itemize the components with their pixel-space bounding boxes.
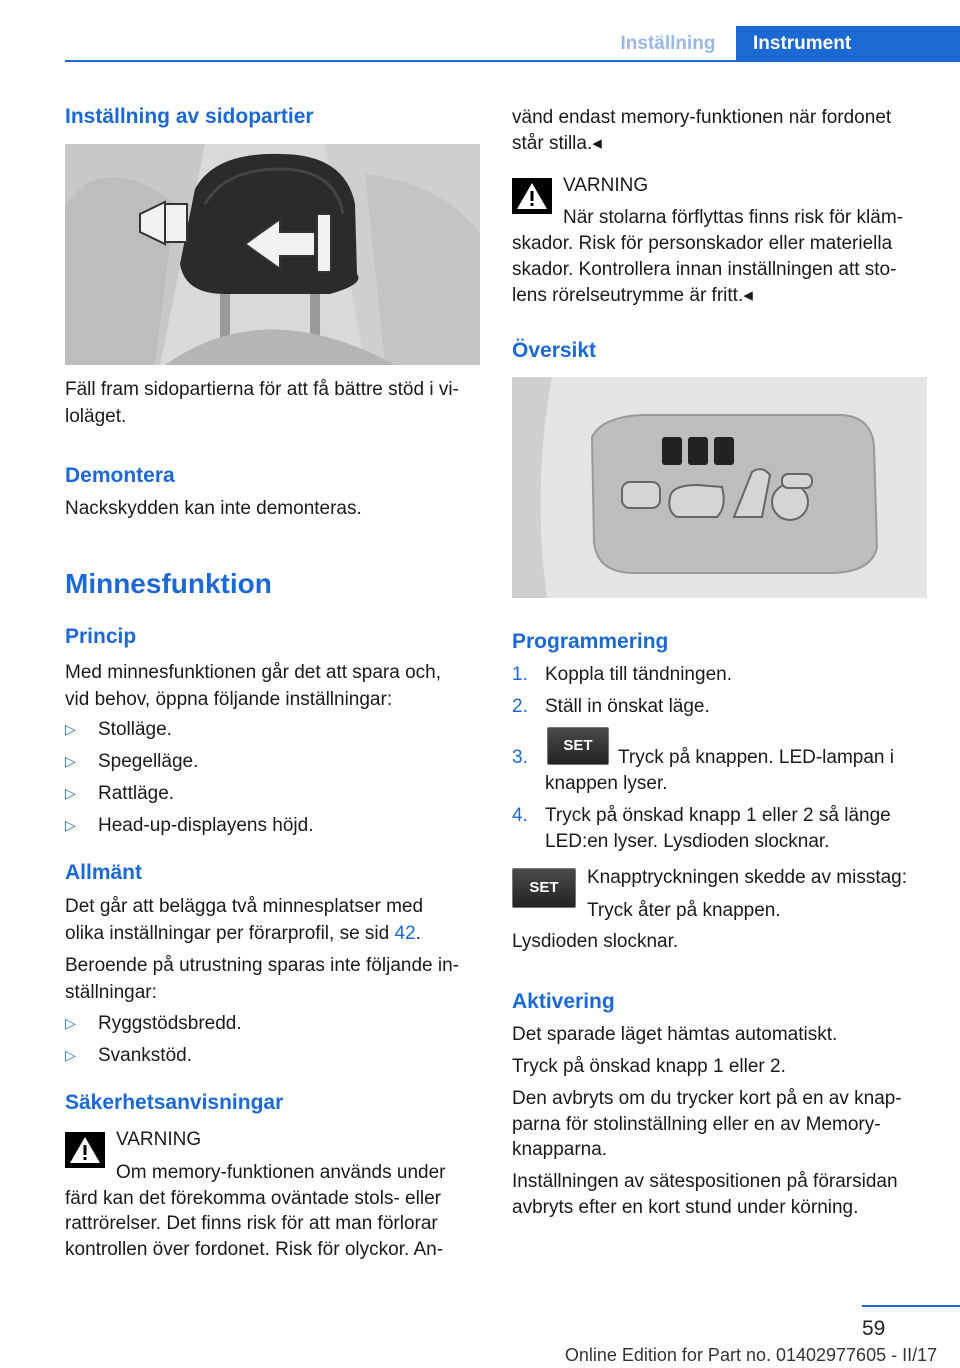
footer-rule [862,1305,960,1307]
warning-triangle-icon [512,178,552,214]
warning-line: skador. Kontrollera innan inställningen att sto‐ [512,259,897,280]
triangle-bullet-icon: ▷ [65,721,76,737]
step-4-text-2: LED:en lyser. Lysdioden slocknar. [545,831,830,852]
heading-sidopartier: Inställning av sidopartier [65,105,314,128]
heading-allmant: Allmänt [65,861,143,884]
para-aktivering-1: Det sparade läget hämtas automatiskt. [512,1024,838,1045]
para-sidopartier-1: Fäll fram sidopartierna för att få bättre stöd i vi‐ [65,379,459,400]
header-tab-installning[interactable]: Inställning [620,33,716,54]
set-button[interactable]: SET [547,727,609,765]
para-aktivering-2: Tryck på önskad knapp 1 eller 2. [512,1056,786,1077]
warning-line: skador. Risk för personskador eller materiella [512,233,893,254]
heading-sakerhetsanvisningar: Säkerhetsanvisningar [65,1091,284,1114]
note-line-1: Knapptryckningen skedde av misstag: [587,867,908,888]
para-aktivering-3c: knapparna. [512,1139,608,1160]
page-link-42[interactable]: 42 [394,923,416,944]
heading-demontera: Demontera [65,464,175,487]
step-3-text-2: knappen lyser. [545,773,668,794]
para-allmant-1: Det går att belägga två minnesplatser med [65,896,424,917]
seat-controls-image [512,377,927,598]
note-line-2: Tryck åter på knappen. [587,900,781,921]
warning-title: VARNING [563,175,649,196]
edition-line: Online Edition for Part no. 01402977605 - II/17 [564,1345,938,1365]
warning-line: lens rörelseutrymme är fritt.◂ [512,285,753,306]
para-beroende-2: ställningar: [65,982,157,1003]
triangle-bullet-icon: ▷ [65,817,76,833]
heading-minnesfunktion: Minnesfunktion [65,568,272,599]
heading-programmering: Programmering [512,630,669,653]
para-beroende-1: Beroende på utrustning sparas inte följande in‐ [65,955,459,976]
set-button-note[interactable]: SET [512,868,576,908]
triangle-bullet-icon: ▷ [65,753,76,769]
header-tab-instrument[interactable]: Instrument [736,26,960,62]
triangle-bullet-icon: ▷ [65,1047,76,1063]
warning-line: Om memory-funktionen används under [116,1162,446,1183]
warning-line: kontrollen över fordonet. Risk för olyckor. An‐ [65,1239,444,1260]
warning-line: När stolarna förflyttas finns risk för kläm‐ [563,207,903,228]
triangle-bullet-icon: ▷ [65,1015,76,1031]
headrest-illustration [65,144,480,365]
step-3-text-1: Tryck på knappen. LED-lampan i [618,747,894,768]
para-lysdioden: Lysdioden slocknar. [512,931,679,952]
header-rule [65,60,960,62]
warning-triangle-icon [65,1132,105,1168]
headrest-image [65,144,480,365]
para-continued-1: vänd endast memory-funktionen när fordonet [512,107,892,128]
warning-title: VARNING [116,1129,202,1150]
heading-princip: Princip [65,625,137,648]
warning-line: rattrörelser. Det finns risk för att man förlorar [65,1213,438,1234]
seat-controls-illustration [512,377,927,598]
page-number: 59 [862,1317,886,1340]
para-demontera: Nackskydden kan inte demonteras. [65,498,362,519]
para-aktivering-3a: Den avbryts om du trycker kort på en av knap‐ [512,1088,902,1109]
para-princip-1: Med minnesfunktionen går det att spara och, [65,662,442,683]
para-sidopartier-2: loläget. [65,406,127,427]
heading-aktivering: Aktivering [512,990,615,1013]
para-continued-2: står stilla.◂ [512,133,602,154]
para-princip-2: vid behov, öppna följande inställningar: [65,689,393,710]
triangle-bullet-icon: ▷ [65,785,76,801]
para-aktivering-3b: parna för stolinställning eller en av Memory- [512,1114,881,1135]
para-allmant-2: olika inställningar per förarprofil, se sid 42. [65,923,421,944]
para-aktivering-4b: avbryts efter en kort stund under körning. [512,1197,859,1218]
para-aktivering-4a: Inställningen av sätespositionen på förarsidan [512,1171,898,1192]
heading-oversikt: Översikt [512,339,597,362]
warning-line: färd kan det förekomma oväntade stols- eller [65,1188,441,1209]
